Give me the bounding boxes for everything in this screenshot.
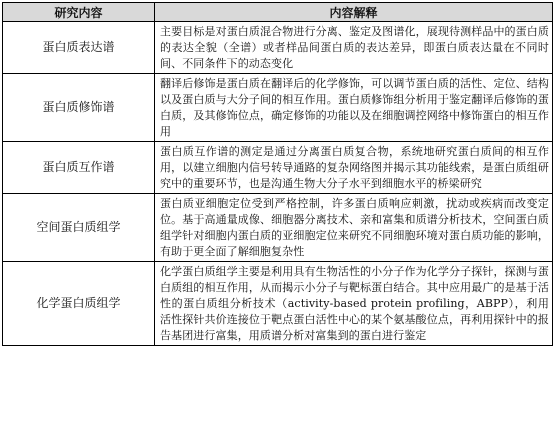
table-row xyxy=(3,142,553,194)
row-description-modification-profile: 翻译后修饰是蛋白质在翻译后的化学修饰，可以调节蛋白质的活性、定位、结构以及蛋白质与大分子间的相互作用。蛋白质修饰组分析用于鉴定翻译后修饰的蛋白质，及其修饰位点，确定修饰的功能以及在细胞调控网络中修饰蛋白的相互作用 xyxy=(155,74,553,142)
row-topic-expression-profile: 蛋白质表达谱 xyxy=(3,22,155,74)
table-header-row xyxy=(3,3,553,22)
header-research-content: 研究内容 xyxy=(3,3,155,22)
row-topic-interaction-profile: 蛋白质互作谱 xyxy=(3,142,155,194)
row-description-interaction-profile: 蛋白质互作谱的测定是通过分离蛋白质复合物，系统地研究蛋白质间的相互作用，以建立细胞内信号转导通路的复杂网络图并揭示其功能线索，是蛋白质组研究中的重要环节，也是沟通生物大分子水平到细胞水平的桥梁研究 xyxy=(155,142,553,194)
row-description-chemical-proteomics: 化学蛋白质组学主要是利用具有生物活性的小分子作为化学分子探针，探测与蛋白质组的相互作用，从而揭示小分子与靶标蛋白结合。其中应用最广的是基于活性的蛋白质组分析技术（activity-based protein profiling，ABPP），利用活性探针共价连接位于靶点蛋白活性中心的某个氨基酸位点，再利用探针中的报告基团进行富集，用质谱分析对富集到的蛋白进行鉴定 xyxy=(155,262,553,346)
row-description-spatial-proteomics: 蛋白质亚细胞定位受到严格控制，许多蛋白质响应刺激，扰动或疾病而改变定位。基于高通量成像、细胞器分离技术、亲和富集和质谱分析技术，空间蛋白质组学针对细胞内蛋白质的亚细胞定位来研究不同细胞环境对蛋白质功能的影响，有助于更全面了解细胞复杂性 xyxy=(155,194,553,262)
table-row xyxy=(3,22,553,74)
header-content-explanation: 内容解释 xyxy=(155,3,553,22)
row-topic-chemical-proteomics: 化学蛋白质组学 xyxy=(3,262,155,346)
row-topic-spatial-proteomics: 空间蛋白质组学 xyxy=(3,194,155,262)
proteomics-research-table xyxy=(2,2,553,346)
row-description-expression-profile: 主要目标是对蛋白质混合物进行分离、鉴定及图谱化，展现待测样品中的蛋白质的表达全貌（全谱）或者样品间蛋白质的表达差异，即蛋白质表达量在不同时间、不同条件下的动态变化 xyxy=(155,22,553,74)
table-row xyxy=(3,262,553,346)
table-row xyxy=(3,74,553,142)
table-row xyxy=(3,194,553,262)
row-topic-modification-profile: 蛋白质修饰谱 xyxy=(3,74,155,142)
